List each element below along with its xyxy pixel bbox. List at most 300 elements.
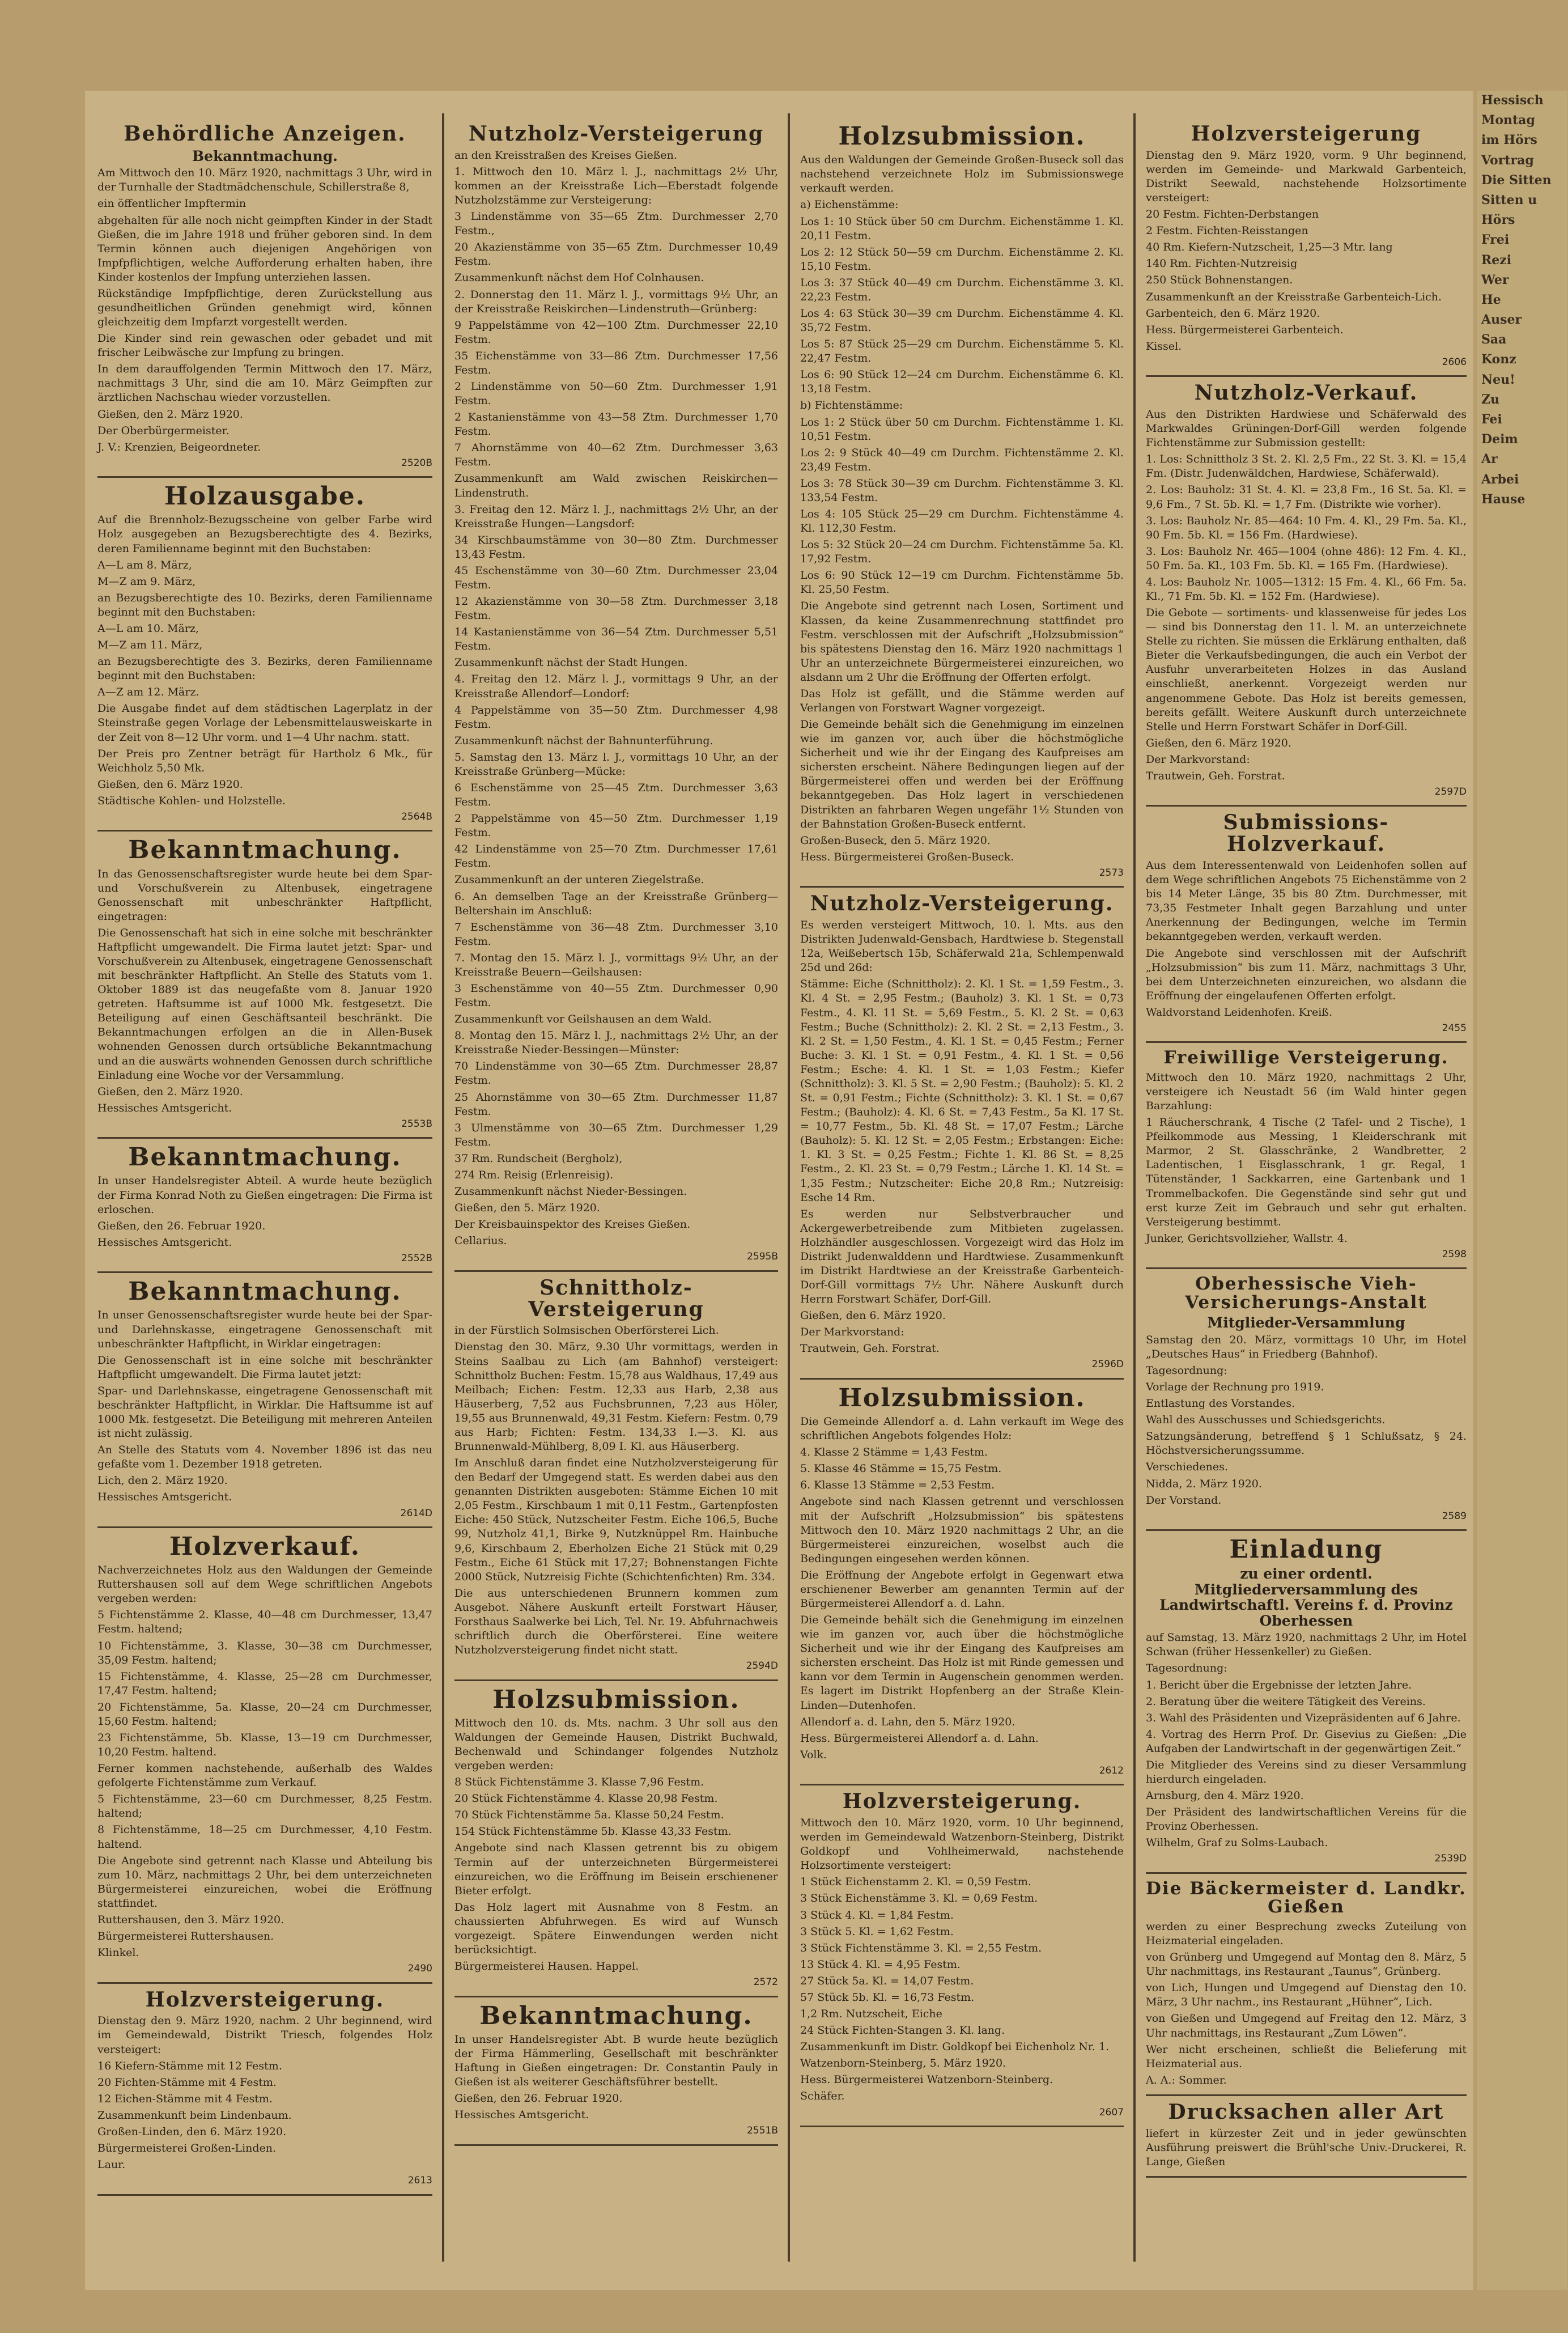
ad-text-line: Los 6: 90 Stück 12—24 cm Durchm. Eichenstämme 6. Kl. 13,18 Festm. [800,368,1124,396]
column-rule [788,113,790,2262]
ad-text-line: Die Gebote — sortiments- und klassenweise für jedes Los — sind bis Donnerstag den 11. l. M. an unterzeichnete Stelle zu richten. Sie müssen die Erklärung enthalten, daß Bieter die Verkaufsbedingungen, die auch ein Verbot der Ausfuhr unverarbeiteten Holzes in das Ausland einschließt, anerkennt. Vorgezeigt werden nur angenommene Gebote. Das Holz ist bereits gemessen, bereits gefällt. Weitere Auskunft durch unterzeichnete Stelle und Herrn Forstwart Schäfer in Dorf-Gill. [1146,606,1467,733]
ad-text-line: Aus dem Interessentenwald von Leidenhofen sollen auf dem Wege schriftlichen Angebots 75 Eichenstämme von 2 bis 14 Meter Länge, 35 bis 80 Ztm. Durchmesser, mit 73,35 Festmeter Inhalt gegen Barzahlung und unter Anerkennung der Bedingungen, welche im Termin bekanntgegeben werden, verkauft werden. [1146,859,1467,943]
edge-fragment: Hörs [1481,213,1515,228]
ad-text-line: 2 Lindenstämme von 50—60 Ztm. Durchmesser 1,91 Festm. [454,380,778,408]
ad-heading: Bekanntmachung. [479,2001,753,2030]
ad-text-line: Satzungsänderung, betreffend § 1 Schlußsatz, § 24. Höchstversicherungssumme. [1146,1430,1467,1457]
ad-reference-number: 2607 [1099,2106,1124,2118]
advertisement [454,1275,778,1681]
ad-reference-number: 2552B [401,1252,432,1264]
advertisement [800,1385,1124,1785]
ad-reference-number: 2614D [400,1507,432,1519]
ad-reference-number: 2612 [1099,1764,1124,1776]
ad-text-line: Hessisches Amtsgericht. [97,1236,232,1249]
ad-text-line: Hessisches Amtsgericht. [454,2109,589,2122]
ad-text-line: Wahl des Ausschusses und Schiedsgerichts. [1146,1414,1386,1427]
ad-text-line: Mittwoch den 10. ds. Mts. nachm. 3 Uhr soll aus den Waldungen der Gemeinde Hausen, Distrikt Buchwald, Bechenwald und Schindanger folgendes Nutzholz vergeben werden: [454,1716,778,1772]
ad-text-line: liefert in kürzester Zeit und in jeder gewünschten Ausführung preiswert die Brühl'sche Univ.-Druckerei, R. Lange, Gießen [1146,2127,1467,2168]
advertisement [454,2003,778,2146]
ad-heading: Holzverkauf. [169,1532,361,1561]
ad-text-line: 1. Bericht über die Ergebnisse der letzten Jahre. [1146,1678,1412,1691]
ad-text-line: 7. Montag den 15. März l. J., vormittags 9½ Uhr, an der Kreisstraße Beuern—Geilshausen: [454,951,778,978]
ad-reference-number: 2598 [1442,1248,1467,1260]
ad-heading: Bekanntmachung. [128,1277,402,1307]
ad-text-line: 45 Eschenstämme von 30—60 Ztm. Durchmesser 23,04 Festm. [454,564,778,591]
ad-text-line: Samstag den 20. März, vormittags 10 Uhr, im Hotel „Deutsches Haus“ in Friedberg (Bahnhof). [1146,1333,1467,1360]
ad-text-line: 2 Festm. Fichten-Reisstangen [1146,224,1308,237]
ad-text-line: Hess. Bürgermeisterei Watzenborn-Steinberg. [800,2073,1053,2086]
ad-text-line: In unser Handelsregister Abt. B wurde heute bezüglich der Firma Hämmerling, Gesellschaft mit beschränkter Haftung in Gießen eingetragen: Dr. Constantin Pauly in Gießen ist als weiterer Geschäftsführer bestellt. [454,2033,778,2088]
ad-text-line: Ruttershausen, den 3. März 1920. [97,1913,284,1926]
edge-fragment: Arbei [1481,472,1519,487]
ad-text-line: 4. Freitag den 12. März l. J., vormittags 9 Uhr, an der Kreisstraße Allendorf—Londorf: [454,673,778,700]
ad-text-line: werden zu einer Besprechung zwecks Zuteilung von Heizmaterial eingeladen. [1146,1920,1467,1948]
advertisement [97,837,432,1139]
column-3 [793,119,1131,2273]
ad-text-line: Los 5: 32 Stück 20—24 cm Durchm. Fichtenstämme 5a. Kl. 17,92 Festm. [800,538,1124,566]
column-4 [1139,119,1473,2273]
advertisement [1146,2099,1467,2178]
ad-text-line: 12 Eichen-Stämme mit 4 Festm. [97,2092,273,2105]
ad-text-line: Los 4: 63 Stück 30—39 cm Durchm. Eichenstämme 4. Kl. 35,72 Festm. [800,307,1124,334]
ad-text-line: Die Eröffnung der Angebote erfolgt in Gegenwart etwa erschienener Bewerber am genannten Termin auf der Bürgermeisterei Allendorf a. d. Lahn. [800,1568,1124,1610]
ad-text-line: 20 Fichten-Stämme mit 4 Festm. [97,2076,277,2089]
edge-fragment: Zu [1481,392,1500,407]
ad-text-line: Die Gemeinde behält sich die Genehmigung im einzelnen wie im ganzen vor, auch über die höchstmögliche Sicherheit und wie ihr der Eingang des Kaufpreises am sichersten erscheint. Nähere Bedingungen liegen auf der Bürgermeisterei offen und werden bei der Eröffnung bekanntgegeben. Das Holz lagert in verschiedenen Distrikten an fahrbaren Wegen ungefähr 1½ Stunden von der Bahnstation Großen-Buseck entfernt. [800,718,1124,830]
ad-text-line: Die Gemeinde Allendorf a. d. Lahn verkauft im Wege des schriftlichen Angebots folgendes Holz: [800,1415,1124,1443]
ad-text-line: 4. Klasse 2 Stämme = 1,43 Festm. [800,1446,988,1459]
ad-text-line: A—L am 8. März, [97,558,192,571]
ad-text-line: 20 Stück Fichtenstämme 4. Klasse 20,98 Festm. [454,1792,718,1805]
ad-text-line: 14 Kastanienstämme von 36—54 Ztm. Durchmesser 5,51 Festm. [454,626,778,653]
ad-reference-number: 2589 [1442,1510,1467,1522]
ad-text-line: Junker, Gerichtsvollzieher, Wallstr. 4. [1146,1232,1348,1245]
ad-text-line: 20 Akazienstämme von 35—65 Ztm. Durchmesser 10,49 Festm. [454,241,778,268]
ad-text-line: Laur. [97,2158,126,2171]
ad-text-line: 70 Lindenstämme von 30—65 Ztm. Durchmesser 28,87 Festm. [454,1060,778,1087]
ad-text-line: 4 Pappelstämme von 35—50 Ztm. Durchmesser 4,98 Festm. [454,703,778,731]
ad-text-line: In dem darauffolgenden Termin Mittwoch den 17. März, nachmittags 3 Uhr, sind die am 10. März Geimpften zur ärztlichen Nachschau wieder vorzustellen. [97,363,432,404]
column-rule [442,113,444,2262]
ad-text-line: 3 Lindenstämme von 35—65 Ztm. Durchmesser 2,70 Festm., [454,210,778,237]
ad-text-line: 13 Stück 4. Kl. = 4,95 Festm. [800,1958,961,1971]
ad-text-line: Der Markvorstand: [800,1326,904,1339]
ad-heading: Drucksachen aller Art [1168,2099,1444,2124]
ad-text-line: Los 5: 87 Stück 25—29 cm Durchm. Eichenstämme 5. Kl. 22,47 Festm. [800,338,1124,365]
ad-text-line: auf Samstag, 13. März 1920, nachmittags 2 Uhr, im Hotel Schwan (früher Hessenkeller) zu Gießen. [1146,1631,1467,1658]
ad-text-line: Die Genossenschaft ist in eine solche mit beschränkter Haftpflicht umgewandelt. Die Firma lautet jetzt: [97,1354,432,1381]
column-1 [91,119,439,2273]
ad-text-line: 8 Stück Fichtenstämme 3. Klasse 7,96 Festm. [454,1776,704,1789]
ad-text-line: Zusammenkunft beim Lindenbaum. [97,2109,292,2122]
ad-text-line: Mittwoch den 10. März 1920, vorm. 10 Uhr beginnend, werden im Gemeindewald Watzenborn-Steinberg, Distrikt Goldkopf und Vohlheimerwald, nachstehende Holzsortimente versteigert: [800,1817,1124,1872]
ad-text-line: Los 3: 37 Stück 40—49 cm Durchm. Eichenstämme 3. Kl. 22,23 Festm. [800,276,1124,303]
ad-reference-number: 2594D [746,1660,778,1672]
ad-text-line: Los 2: 9 Stück 40—49 cm Durchm. Fichtenstämme 2. Kl. 23,49 Festm. [800,446,1124,473]
ad-heading: Bekanntmachung. [128,835,402,865]
ad-heading: Holzausgabe. [164,482,366,511]
ad-text-line: Hessisches Amtsgericht. [97,1101,232,1114]
edge-fragment: Konz [1481,352,1516,367]
ad-text-line: Zusammenkunft an der unteren Ziegelstraße. [454,873,704,886]
ad-text-line: 140 Rm. Fichten-Nutzreisig [1146,257,1298,270]
ad-text-line: Zusammenkunft am Wald zwischen Reiskirchen—Lindenstruth. [454,472,778,499]
ad-text-line: Gießen, den 26. Februar 1920. [454,2092,623,2105]
ad-text-line: In unser Handelsregister Abteil. A wurde heute bezüglich der Firma Konrad Noth zu Gießen eingetragen: Die Firma ist erloschen. [97,1174,432,1216]
ad-text-line: von Grünberg und Umgegend auf Montag den 8. März, 5 Uhr nachmittags, ins Restaurant „Taunus“, Grünberg. [1146,1951,1467,1978]
ad-text-line: Schäfer. [800,2090,845,2103]
ad-heading: Die Bäckermeister d. Landkr. Gießen [1146,1878,1467,1918]
ad-text-line: Los 2: 12 Stück 50—59 cm Durchm. Eichenstämme 2. Kl. 15,10 Festm. [800,245,1124,273]
ad-text-line: 3. Los: Bauholz Nr. 85—464: 10 Fm. 4. Kl., 29 Fm. 5a. Kl., 90 Fm. 5b. Kl. = 156 Fm. (Hardwiese). [1146,514,1467,541]
newspaper-page [85,91,1473,2290]
ad-text-line: von Gießen und Umgegend auf Freitag den 12. März, 3 Uhr nachmittags, ins Restaurant „Zum Löwen“. [1146,2012,1467,2039]
ad-text-line: Gießen, den 6. März 1920. [800,1309,946,1322]
ad-text-line: M—Z am 9. März, [97,575,196,588]
ad-text-line: Los 1: 10 Stück über 50 cm Durchm. Eichenstämme 1. Kl. 20,11 Festm. [800,215,1124,242]
edge-fragment: Ar [1481,452,1498,467]
ad-text-line: 70 Stück Fichtenstämme 5a. Klasse 50,24 Festm. [454,1809,724,1822]
edge-fragment: Montag [1481,113,1535,128]
ad-text-line: Der Oberbürgermeister. [97,424,230,437]
edge-fragment: He [1481,292,1501,307]
advertisement [800,124,1124,888]
ad-text-line: A—Z am 12. März. [97,686,199,699]
ad-text-line: In das Genossenschaftsregister wurde heute bei dem Spar- und Vorschußverein zu Altenbusek, eingetragene Genossenschaft mit unbeschränkter Haftpflicht, eingetragen: [97,867,432,923]
ad-text-line: 8. Montag den 15. März l. J., nachmittags 2½ Uhr, an der Kreisstraße Nieder-Bessingen—Münster: [454,1029,778,1057]
ad-text-line: Ferner kommen nachstehende, außerhalb des Waldes gefolgerte Fichtenstämme zum Verkauf. [97,1762,432,1789]
ad-text-line: Garbenteich, den 6. März 1920. [1146,307,1320,320]
ad-text-line: A. A.: Sommer. [1146,2073,1227,2086]
ad-text-line: Bürgermeisterei Ruttershausen. [97,1930,274,1942]
ad-text-line: a) Eichenstämme: [800,198,899,211]
ad-text-line: In unser Genossenschaftsregister wurde heute bei der Spar- und Darlehnskasse, eingetragene Genossenschaft mit unbeschränkter Haftpflicht, in Wirklar eingetragen: [97,1309,432,1350]
edge-fragment: Fei [1481,412,1502,427]
advertisement [454,1687,778,1997]
edge-fragment: im Hörs [1481,133,1537,148]
ad-text-line: Zusammenkunft nächst Nieder-Bessingen. [454,1185,687,1198]
ad-text-line: 3 Ulmenstämme von 30—65 Ztm. Durchmesser 1,29 Festm. [454,1121,778,1148]
ad-text-line: 2 Pappelstämme von 45—50 Ztm. Durchmesser 1,19 Festm. [454,812,778,839]
ad-text-line: Kissel. [1146,340,1182,353]
edge-fragment: Auser [1481,312,1522,328]
column-rule [1133,113,1136,2262]
ad-text-line: 7 Eschenstämme von 36—48 Ztm. Durchmesser 3,10 Festm. [454,921,778,948]
edge-fragment: Rezi [1481,252,1512,268]
ad-heading: Holzsubmission. [492,1685,740,1714]
ad-reference-number: 2520B [401,457,432,469]
ad-text-line: Wer nicht erscheinen, schließt die Belieferung mit Heizmaterial aus. [1146,2043,1467,2070]
ad-heading: Submissions-Holzverkauf. [1223,811,1389,856]
ad-text-line: An Stelle des Statuts vom 4. November 1896 ist das neu gefaßte vom 1. Dezember 1918 getreten. [97,1444,432,1471]
ad-text-line: Trautwein, Geh. Forstrat. [800,1342,940,1355]
ad-text-line: J. V.: Krenzien, Beigeordneter. [97,440,261,453]
ad-text-line: Die Angebote sind getrennt nach Klasse und Abteilung bis zum 10. März, nachmittags 2 Uhr, bei dem unterzeichneten Bürgermeisterei einzureichen, wobei die Eröffnung stattfindet. [97,1854,432,1910]
edge-fragment: Hause [1481,491,1525,507]
ad-reference-number: 2490 [407,1963,432,1975]
ad-text-line: 3 Stück Eichenstämme 3. Kl. = 0,69 Festm. [800,1892,1038,1905]
ad-heading: Holzversteigerung. [145,1987,385,2012]
ad-text-line: 5 Fichtenstämme 2. Klasse, 40—48 cm Durchmesser, 13,47 Festm. haltend; [97,1609,432,1636]
ad-text-line: Die Genossenschaft hat sich in eine solche mit beschränkter Haftpflicht umgewandelt. Die Firma lautet jetzt: Spar- und Vorschußverein zu Altenbusek, eingetragene Genossenschaft mit beschränkter Haftpflicht. An Stelle des Statuts vom 1. Oktober 1889 ist das neugefaßte vom 8. Januar 1920 getreten. Haftsumme ist auf 1000 Mk. festgesetzt. Die Beteiligung auf einen Geschäftsanteil beschränkt. Die Bekanntmachungen erfolgen an die in Allen-Busek wohnenden Genossen durch ortsübliche Bekanntmachung und an die auswärts wohnenden Genossen durch schriftliche Einladung eine Woche vor der Versammlung. [97,926,432,1081]
ad-text-line: Gießen, den 6. März 1920. [97,778,243,791]
ad-text-line: Es werden nur Selbstverbraucher und Ackergewerbetreibende zum Mitbieten zugelassen. Holzhändler ausgeschlossen. Vorgezeigt wird das Holz im Distrikt Judenwalddenn und Hardtwiese. Zusammenkunft im Distrikt Hardtwiese an der Kreisstraße Garbenteich-Dorf-Gill vormittags 7½ Uhr. Nähere Auskunft durch Herrn Forstwart Schäfer, Dorf-Gill. [800,1207,1124,1306]
ad-text-line: Die Ausgabe findet auf dem städtischen Lagerplatz in der Steinstraße gegen Vorlage der Lebensmittelausweiskarte in der Zeit von 8—12 Uhr vorm. und 1—4 Uhr nachm. statt. [97,702,432,744]
ad-text-line: Stämme: Eiche (Schnittholz): 2. Kl. 1 St. = 1,59 Festm., 3. Kl. 4 St. = 2,95 Festm.; (Bauholz) 3. Kl. 1 St. = 0,73 Festm., 4. Kl. 11 St. = 5,69 Festm., 5. Kl. 2 St. = 0,63 Festm.; Buche (Schnittholz): 2. Kl. 2 St. = 2,13 Festm., 3. Kl. 2 St. = 1,50 Festm., 4. Kl. 1 St. = 0,45 Festm.; Ferner Buche: 3. Kl. 1 St. = 0,91 Festm., 4. Kl. 1 St. = 0,56 Festm.; Esche: 4. Kl. 1 St. = 1,03 Festm.; Kiefer (Schnittholz): 3. Kl. 5 St. = 2,90 Festm.; (Bauholz): 5. Kl. 2 St. = 0,91 Festm.; Fichte (Schnittholz): 3. Kl. 1 St. = 0,67 Festm.; (Bauholz): 4. Kl. 6 St. = 7,43 Festm., 5a Kl. 17 St. = 10,77 Festm., 5b. Kl. 48 St. = 17,07 Festm.; Lärche (Bauholz): 5. Kl. 12 St. = 2,05 Festm.; Erbstangen: Eiche: 1. Kl. 3 St. = 0,25 Festm.; Fichte 1. Kl. 86 St. = 8,25 Festm., 2. Kl. 23 St. = 0,79 Festm.; Lärche 1. Kl. 14 St. = 1,35 Festm.; Nutzscheiter: Eiche 20,8 Rm.; Nutzreisig: Esche 14 Rm. [800,978,1124,1204]
ad-reference-number: 2573 [1099,867,1124,879]
ad-text-line: Angebote sind nach Klassen getrennt bis zu obigem Termin auf der unterzeichneten Bürgermeisterei einzureichen, wo die Eröffnung im Beisein erschienener Bieter erfolgt. [454,1842,778,1897]
ad-text-line: 4. Los: Bauholz Nr. 1005—1312: 15 Fm. 4. Kl., 66 Fm. 5a. Kl., 71 Fm. 5b. Kl. = 152 Fm. (Hardwiese). [1146,575,1467,603]
advertisement [1146,383,1467,807]
ad-heading: Nutzholz-Verkauf. [1194,381,1418,405]
ad-text-line: 1 Räucherschrank, 4 Tische (2 Tafel- und 2 Tische), 1 Pfeilkommode aus Messing, 1 Kleiderschrank mit Marmor, 2 St. Glasschränke, 2 Wandbretter, 2 Ladentischen, 1 Eisglasschrank, 1 gr. Regal, 1 Tütenständer, 1 Sackkarren, eine Gartenbank und 1 Trommelbackofen. Die Gegenstände sind sehr gut und erst kurze Zeit im Gebrauch und sehr gut erhalten. Versteigerung bestimmt. [1146,1116,1467,1228]
ad-subheading: Mitglieder-Versammlung [1207,1314,1405,1331]
ad-reference-number: 2564B [401,811,432,822]
ad-text-line: Der Präsident des landwirtschaftlichen Vereins für die Provinz Oberhessen. [1146,1806,1467,1833]
ad-text-line: 3 Stück 4. Kl. = 1,84 Festm. [800,1908,954,1921]
ad-text-line: 1 Stück Eichenstamm 2. Kl. = 0,59 Festm. [800,1876,1031,1889]
ad-text-line: Mittwoch den 10. März 1920, nachmittags 2 Uhr, versteigere ich Neustadt 56 (im Wald hinter gegen Barzahlung: [1146,1071,1467,1113]
ad-text-line: 34 Kirschbaumstämme von 30—80 Ztm. Durchmesser 13,43 Festm. [454,533,778,561]
ad-text-line: 6. Klasse 13 Stämme = 2,53 Festm. [800,1479,995,1492]
ad-reference-number: 2613 [407,2175,432,2187]
ad-text-line: Es werden versteigert Mittwoch, 10. l. Mts. aus den Distrikten Judenwald-Gensbach, Hardtwiese b. Stegenstall 12a, Weißebertsch 15b, Schäferwald 21a, Schlempenwald 25d und 26d: [800,919,1124,974]
column-2 [448,119,785,2273]
ad-text-line: 57 Stück 5b. Kl. = 16,73 Festm. [800,1991,975,2004]
ad-text-line: Nidda, 2. März 1920. [1146,1477,1262,1490]
advertisement [800,893,1124,1380]
edge-fragment: Neu! [1481,372,1515,387]
ad-text-line: 3 Stück 5. Kl. = 1,62 Festm. [800,1925,954,1938]
ad-text-line: 3. Wahl des Präsidenten und Vizepräsidenten auf 6 Jahre. [1146,1711,1461,1724]
ad-text-line: Aus den Distrikten Hardwiese und Schäferwald des Markwaldes Grüningen-Dorf-Gill werden folgende Fichtenstämme zur Submission gestellt: [1146,408,1467,449]
ad-text-line: 3. Los: Bauholz Nr. 465—1004 (ohne 486): 12 Fm. 4. Kl., 50 Fm. 5a. Kl., 103 Fm. 5b. Kl. = 165 Fm. (Hardwiese). [1146,545,1467,572]
edge-fragment: Hessisch [1481,93,1544,108]
advertisement [97,1144,432,1273]
ad-reference-number: 2572 [753,1976,778,1988]
ad-text-line: Am Mittwoch den 10. März 1920, nachmittags 3 Uhr, wird in der Turnhalle der Stadtmädchenschule, Schillerstraße 8, [97,167,432,194]
advertisement [1146,1049,1467,1269]
ad-text-line: Der Kreisbauinspektor des Kreises Gießen. [454,1218,691,1231]
ad-text-line: 7 Ahornstämme von 40—62 Ztm. Durchmesser 3,63 Festm. [454,442,778,469]
ad-text-line: 2. Los: Bauholz: 31 St. 4. Kl. = 23,8 Fm., 16 St. 5a. Kl. = 9,6 Fm., 7 St. 5b. Kl. = 1,7 Fm. (Distrikte wie vorher). [1146,483,1467,511]
ad-text-line: Bürgermeisterei Großen-Linden. [97,2142,277,2155]
edge-fragment: Deim [1481,432,1518,447]
ad-reference-number: 2597D [1434,786,1467,798]
ad-text-line: 5. Samstag den 13. März l. J., vormittags 10 Uhr, an der Kreisstraße Grünberg—Mücke: [454,750,778,778]
edge-fragment: Vortrag [1481,152,1534,168]
ad-heading: Einladung [1229,1535,1383,1564]
ad-text-line: Tagesordnung: [1146,1364,1227,1377]
ad-text-line: Zusammenkunft nächst der Stadt Hungen. [454,656,688,669]
ad-text-line: 20 Fichtenstämme, 5a. Klasse, 20—24 cm Durchmesser, 15,60 Festm. haltend; [97,1700,432,1728]
advertisement [97,483,432,832]
ad-text-line: an den Kreisstraßen des Kreises Gießen. [454,149,677,162]
ad-text-line: Trautwein, Geh. Forstrat. [1146,769,1285,782]
advertisement [1146,1275,1467,1531]
ad-text-line: Lich, den 2. März 1920. [97,1474,228,1487]
ad-reference-number: 2553B [401,1118,432,1130]
ad-text-line: Los 3: 78 Stück 30—39 cm Durchm. Fichtenstämme 3. Kl. 133,54 Festm. [800,477,1124,504]
ad-subheading: Bekanntmachung. [192,147,338,164]
ad-text-line: 1. Mittwoch den 10. März l. J., nachmittags 2½ Uhr, kommen an der Kreisstraße Lich—Eberstadt folgende Nutzholzstämme zur Versteigerung: [454,165,778,207]
ad-text-line: Cellarius. [454,1235,507,1248]
ad-text-line: 2. Donnerstag den 11. März l. J., vormittags 9½ Uhr, an der Kreisstraße Reiskirchen—Lindenstruth—Grünberg: [454,288,778,315]
ad-text-line: Gießen, den 26. Februar 1920. [97,1219,266,1232]
ad-text-line: 16 Kiefern-Stämme mit 12 Festm. [97,2059,282,2072]
advertisement [800,1791,1124,2127]
advertisement [1146,1880,1467,2096]
advertisement [97,124,432,478]
ad-reference-number: 2595B [747,1251,778,1263]
ad-text-line: Der Vorstand. [1146,1494,1222,1507]
advertisement [97,1279,432,1528]
ad-text-line: Arnsburg, den 4. März 1920. [1146,1789,1304,1802]
ad-text-line: 2. Beratung über die weitere Tätigkeit des Vereins. [1146,1695,1426,1708]
ad-text-line: an Bezugsberechtigte des 10. Bezirks, deren Familienname beginnt mit den Buchstaben: [97,591,432,618]
ad-text-line: Verschiedenes. [1146,1461,1228,1474]
ad-text-line: 10 Fichtenstämme, 3. Klasse, 30—38 cm Durchmesser, 35,09 Festm. haltend; [97,1639,432,1666]
ad-reference-number: 2539D [1434,1853,1467,1865]
ad-text-line: Wilhelm, Graf zu Solms-Laubach. [1146,1836,1328,1850]
ad-text-line: Großen-Buseck, den 5. März 1920. [800,834,991,847]
edge-fragment: Frei [1481,232,1510,248]
advertisement [97,1987,432,2196]
ad-text-line: Watzenborn-Steinberg, 5. März 1920. [800,2057,1006,2070]
ad-text-line: Los 6: 90 Stück 12—19 cm Durchm. Fichtenstämme 5b. Kl. 25,50 Festm. [800,569,1124,596]
ad-text-line: Allendorf a. d. Lahn, den 5. März 1920. [800,1715,1015,1728]
ad-reference-number: 2455 [1442,1022,1467,1034]
ad-heading: Holzversteigerung [1191,122,1422,146]
edge-fragment: Wer [1481,272,1509,287]
ad-text-line: Klinkel. [97,1946,139,1959]
ad-text-line: Hess. Bürgermeisterei Garbenteich. [1146,323,1344,336]
ad-text-line: Auf die Brennholz-Bezugsscheine von gelber Farbe wird Holz ausgegeben an Bezugsberechtigte des 4. Bezirks, deren Familienname beginnt mit den Buchstaben: [97,514,432,555]
ad-text-line: Die aus unterschiedenen Brunnern kommen zum Ausgebot. Nähere Auskunft erteilt Forstwart Häuser, Forsthaus Saalwerke bei Lich, Tel. Nr. 19. Abfuhrnachweis schriftlich durch die Oberförsterei. Eine weitere Nutzholzversteigerung findet nicht statt. [454,1587,778,1657]
advertisement [454,124,778,1272]
ad-text-line: Bürgermeisterei Hausen. Happel. [454,1960,639,1973]
ad-text-line: Die Angebote sind verschlossen mit der Aufschrift „Holzsubmission“ bis zum 11. März, nachmittags 3 Uhr, bei dem Unterzeichneten einzureichen, wo alsdann die Eröffnung der eingelaufenen Offerten erfolgt. [1146,947,1467,1002]
ad-text-line: 42 Lindenstämme von 25—70 Ztm. Durchmesser 17,61 Festm. [454,843,778,870]
ad-text-line: Nachverzeichnetes Holz aus den Waldungen der Gemeinde Ruttershausen soll auf dem Wege schriftlichen Angebots vergeben werden: [97,1564,432,1605]
ad-text-line: Hessisches Amtsgericht. [97,1491,232,1504]
ad-text-line: Die Gemeinde behält sich die Genehmigung im einzelnen wie im ganzen vor, auch über die höchstmögliche Sicherheit und wie ihr der Eingang des Kaufpreises am sichersten erscheint. Das Holz ist mit Rinde gemessen und kann vor dem Termin in Augenschein genommen werden. Es lagert im Distrikt Hopfenberg an der Straße Klein-Linden—Dutenhofen. [800,1614,1124,1712]
ad-text-line: 3 Eschenstämme von 40—55 Ztm. Durchmesser 0,90 Festm. [454,982,778,1009]
ad-heading: Holzversteigerung. [842,1789,1082,1814]
ad-heading: Freiwillige Versteigerung. [1163,1047,1449,1068]
ad-text-line: 9 Pappelstämme von 42—100 Ztm. Durchmesser 22,10 Festm. [454,319,778,346]
ad-text-line: 25 Ahornstämme von 30—65 Ztm. Durchmesser 11,87 Festm. [454,1091,778,1118]
edge-fragment: Die Sitten [1481,172,1552,188]
ad-heading: Holzsubmission. [838,122,1086,151]
advertisement [1146,1537,1467,1874]
ad-text-line: Zusammenkunft nächst dem Hof Colnhausen. [454,272,704,285]
ad-text-line: 5. Klasse 46 Stämme = 15,75 Festm. [800,1462,1002,1475]
ad-heading: Nutzholz-Versteigerung [468,122,764,146]
ad-text-line: Gießen, den 5. März 1920. [454,1202,600,1215]
ad-text-line: Rückständige Impfpflichtige, deren Zurückstellung aus gesundheitlichen Gründen genehmigt wird, können gleichzeitig dem Impfarzt vorgestellt werden. [97,287,432,329]
ad-text-line: Gießen, den 2. März 1920. [97,408,243,421]
ad-heading: Nutzholz-Versteigerung. [810,892,1114,916]
ad-text-line: M—Z am 11. März, [97,639,203,652]
ad-text-line: Hess. Bürgermeisterei Großen-Buseck. [800,850,1014,863]
ad-text-line: Das Holz lagert mit Ausnahme von 8 Festm. an chaussierten Abfuhrwegen. Es wird auf Wunsch vorgezeigt. Spätere Einwendungen werden nicht berücksichtigt. [454,1901,778,1956]
ad-text-line: 2 Kastanienstämme von 43—58 Ztm. Durchmesser 1,70 Festm. [454,411,778,438]
ad-heading: Holzsubmission. [838,1383,1086,1412]
advertisement [1146,124,1467,377]
ad-text-line: 6 Eschenstämme von 25—45 Ztm. Durchmesser 3,63 Festm. [454,782,778,809]
ad-text-line: Großen-Linden, den 6. März 1920. [97,2125,287,2138]
ad-text-line: b) Fichtenstämme: [800,399,903,412]
ad-text-line: Los 1: 2 Stück über 50 cm Durchm. Fichtenstämme 1. Kl. 10,51 Festm. [800,415,1124,443]
ad-text-line: 6. An demselben Tage an der Kreisstraße Grünberg—Beltershain im Anschluß: [454,890,778,917]
ad-text-line: Vorlage der Rechnung pro 1919. [1146,1381,1324,1394]
ad-text-line: Die Angebote sind getrennt nach Losen, Sortiment und Klassen, da keine Zusammenrechnung stattfindet pro Festm. verschlossen mit der Aufschrift „Holzsubmission“ bis spätestens Dienstag den 16. März 1920 nachmittags 1 Uhr an unterzeichnete Bürgermeisterei einzureichen, wo alsdann um 2 Uhr die Eröffnung der Offerten erfolgt. [800,600,1124,684]
ad-text-line: Städtische Kohlen- und Holzstelle. [97,794,286,807]
ad-text-line: Zusammenkunft vor Geilshausen an dem Wald. [454,1013,712,1026]
ad-text-line: 250 Stück Bohnenstangen. [1146,274,1293,287]
ad-text-line: Die Kinder sind rein gewaschen oder gebadet und mit frischer Leibwäsche zur Impfung zu bringen. [97,332,432,359]
ad-text-line: Tagesordnung: [1146,1662,1227,1675]
ad-text-line: in der Fürstlich Solmsischen Oberförsterei Lich. [454,1324,719,1337]
ad-text-line: 274 Rm. Reisig (Erlenreisig). [454,1168,614,1181]
ad-text-line: Der Preis pro Zentner beträgt für Hartholz 6 Mk., für Weichholz 5,50 Mk. [97,747,432,774]
ad-heading: Behördliche Anzeigen. [124,122,406,146]
ad-text-line: Zusammenkunft nächst der Bahnunterführung. [454,734,713,747]
ad-text-line: Waldvorstand Leidenhofen. Kreiß. [1146,1006,1333,1019]
ad-text-line: 24 Stück Fichten-Stangen 3. Kl. lang. [800,2024,1005,2037]
ad-text-line: 8 Fichtenstämme, 18—25 cm Durchmesser, 4,10 Festm. haltend. [97,1823,432,1851]
ad-text-line: Dienstag den 30. März, 9.30 Uhr vormittags, werden in Steins Saalbau zu Lich (am Bahnhof) versteigert: Schnittholz Buchen: Festm. 15,78 aus Waldhaus, 17,49 aus Meilbach; Eichen: Festm. 12,33 aus Harb, 2,38 aus Häuserberg, 7,52 aus Fuchsbrunnen, 7,23 aus Höler, 19,55 aus Brunnenwald, 49,31 Festm. Kiefern: Festm. 0,79 aus Harb; Fichten: Festm. 134,33 I.—3. Kl. aus Brunnenwald-Mühlberg, 8,09 I. Kl. aus Häuserberg. [454,1341,778,1453]
ad-text-line: 12 Akazienstämme von 30—58 Ztm. Durchmesser 3,18 Festm. [454,595,778,622]
ad-reference-number: 2551B [747,2125,778,2137]
ad-text-line: Dienstag den 9. März 1920, vorm. 9 Uhr beginnend, werden im Gemeinde- und Markwald Garbenteich, Distrikt Seewald, nachstehende Holzsortimente versteigert: [1146,149,1467,205]
ad-text-line: Gießen, den 2. März 1920. [97,1085,243,1098]
ad-text-line: 27 Stück 5a. Kl. = 14,07 Festm. [800,1974,974,1987]
ad-text-line: an Bezugsberechtigte des 3. Bezirks, deren Familienname beginnt mit den Buchstaben: [97,655,432,682]
advertisement [1146,812,1467,1043]
ad-text-line: 35 Eichenstämme von 33—86 Ztm. Durchmesser 17,56 Festm. [454,349,778,376]
ad-text-line: 40 Rm. Kiefern-Nutzscheit, 1,25—3 Mtr. lang [1146,241,1393,254]
ad-text-line: Das Holz ist gefällt, und die Stämme werden auf Verlangen von Forstwart Wagner vorgezeigt. [800,687,1124,714]
ad-text-line: Angebote sind nach Klassen getrennt und verschlossen mit der Aufschrift „Holzsubmission“ bis spätestens Mittwoch den 10. März 1920 nachmittags 2 Uhr, an die Bürgermeisterei einzureichen, woselbst auch die Bedingungen eingesehen werden können. [800,1495,1124,1565]
ad-text-line: 1,2 Rm. Nutzscheit, Eiche [800,2008,942,2021]
ad-text-line: A—L am 10. März, [97,622,199,635]
edge-fragment: Sitten u [1481,192,1537,207]
ad-text-line: 23 Fichtenstämme, 5b. Klasse, 13—19 cm Durchmesser, 10,20 Festm. haltend. [97,1731,432,1759]
ad-text-line: Aus den Waldungen der Gemeinde Großen-Buseck soll das nachstehend verzeichnete Holz im Submissionswege verkauft werden. [800,154,1124,195]
ad-text-line: Im Anschluß daran findet eine Nutzholzversteigerung für den Bedarf der Umgegend statt. Es werden dabei aus den genannten Distrikten ausgeboten: Stämme Eichen 10 mit 2,05 Festm., Kirschbaum 1 mit 0,11 Festm., Gartenpfosten Eiche: 450 Stück, Nutzscheiter Festm. Eiche 106,5, Buche 99, Nutzholz 41,1, Birke 9, Nutzknüppel Rm. Hainbuche 9,6, Kirschbaum 2, Eberholzen Eiche 21 Stück mit 0,29 Festm., Eiche 61 Stück mit 17,27; Bohnenstangen Fichte 2000 Stück, Nutzreisig Fichte (Schichtenfichten) Rm. 334. [454,1457,778,1583]
ad-text-line: Los 4: 105 Stück 25—29 cm Durchm. Fichtenstämme 4. Kl. 112,30 Festm. [800,507,1124,535]
ad-heading: Schnittholz-Versteigerung [528,1275,704,1321]
ad-text-line: 3 Stück Fichtenstämme 3. Kl. = 2,55 Festm. [800,1941,1042,1954]
ad-text-line: 15 Fichtenstämme, 4. Klasse, 25—28 cm Durchmesser, 17,47 Festm. haltend; [97,1670,432,1697]
ad-text-line: ein öffentlicher Impftermin [97,197,247,210]
ad-text-line: Spar- und Darlehnskasse, eingetragene Genossenschaft mit beschränkter Haftpflicht, in Wirklar. Die Haftsumme ist auf 1000 Mk. festgesetzt. Die Beteiligung mit mehreren Anteilen ist nicht zulässig. [97,1384,432,1440]
ad-text-line: Zusammenkunft an der Kreisstraße Garbenteich-Lich. [1146,290,1442,303]
ad-text-line: Die Mitglieder des Vereins sind zu dieser Versammlung hierdurch eingeladen. [1146,1758,1467,1786]
ad-subheading: zu einer ordentl. Mitgliederversammlung des Landwirtschaftl. Vereins f. d. Provinz Oberhessen [1159,1566,1453,1629]
ad-text-line: 5 Fichtenstämme, 23—60 cm Durchmesser, 8,25 Festm. haltend; [97,1793,432,1820]
ad-text-line: 3. Freitag den 12. März l. J., nachmittags 2½ Uhr, an der Kreisstraße Hungen—Langsdorf: [454,503,778,530]
ad-text-line: 20 Festm. Fichten-Derbstangen [1146,208,1319,221]
ad-text-line: Entlastung des Vorstandes. [1146,1397,1295,1410]
ad-text-line: Gießen, den 6. März 1920. [1146,736,1291,749]
ad-text-line: Dienstag den 9. März 1920, nachm. 2 Uhr beginnend, wird im Gemeindewald, Distrikt Triesch, folgendes Holz versteigert: [97,2014,432,2056]
ad-text-line: Der Markvorstand: [1146,753,1250,766]
ad-reference-number: 2596D [1091,1359,1124,1371]
edge-fragment: Saa [1481,332,1507,347]
